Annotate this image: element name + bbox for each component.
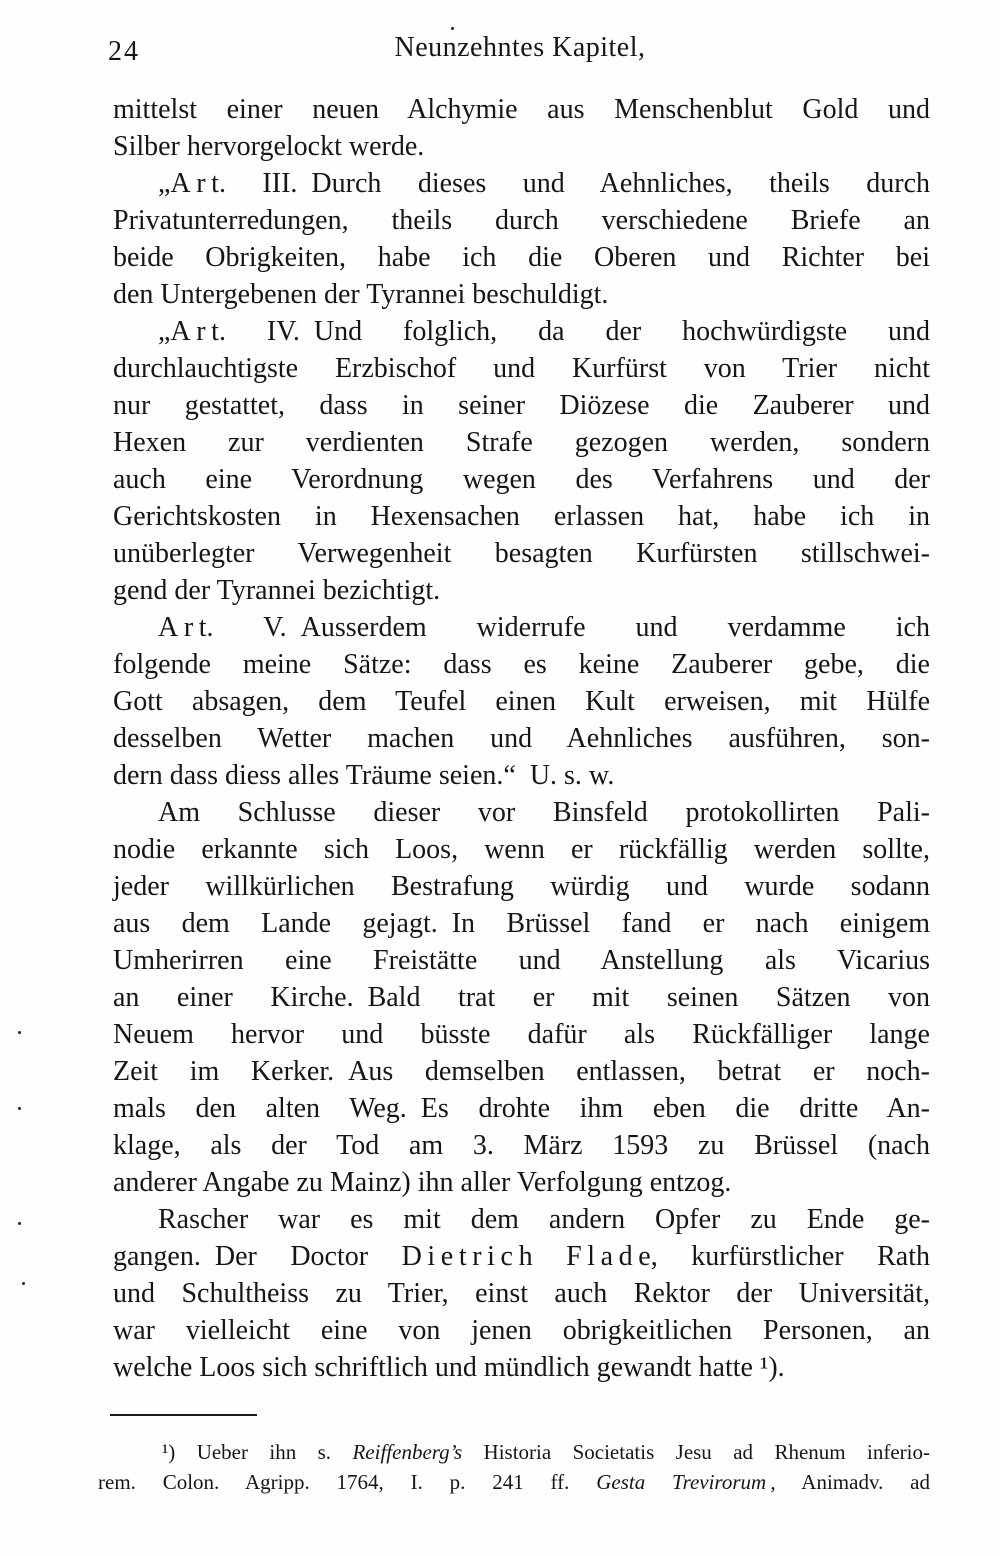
text-segment: welche Loos sich schriftlich und mündlich gewandt hatte ¹). bbox=[113, 1352, 785, 1383]
text-segment: gend der Tyrannei bezichtigt. bbox=[113, 575, 441, 606]
text-segment: Am Schlusse dieser vor Binsfeld protokollirten Pali- bbox=[158, 797, 930, 828]
text-line bbox=[113, 1164, 930, 1201]
text-line bbox=[113, 535, 930, 572]
text-line bbox=[113, 572, 930, 609]
text-segment: auch eine Verordnung wegen des Verfahrens und der bbox=[113, 464, 930, 495]
text-segment: war vielleicht eine von jenen obrigkeitlichen Personen, an bbox=[113, 1315, 930, 1346]
text-line bbox=[113, 1201, 930, 1238]
text-segment: ¹) Ueber ihn s. bbox=[162, 1440, 353, 1464]
text-segment: anderer Angabe zu Mainz) ihn aller Verfolgung entzog. bbox=[113, 1167, 732, 1198]
scan-speck bbox=[451, 27, 454, 30]
text-segment: an einer Kirche. Bald trat er mit seinen Sätzen von bbox=[113, 982, 930, 1013]
text-line bbox=[113, 757, 930, 794]
text-segment: „A r t. IV. Und folglich, da der hochwürdigste und bbox=[158, 316, 930, 347]
text-segment: Zeit im Kerker. Aus demselben entlassen, betrat er noch- bbox=[113, 1056, 930, 1087]
scan-speck bbox=[18, 1222, 21, 1225]
text-line bbox=[113, 165, 930, 202]
text-segment: dern dass diess alles Träume seien.“ U. s. w. bbox=[113, 760, 615, 791]
text-line bbox=[113, 461, 930, 498]
text-line bbox=[113, 498, 930, 535]
text-line bbox=[113, 128, 930, 165]
text-segment: Gott absagen, dem Teufel einen Kult erweisen, mit Hülfe bbox=[113, 686, 930, 717]
text-segment: beide Obrigkeiten, habe ich die Oberen und Richter bei bbox=[113, 242, 930, 273]
text-line bbox=[113, 794, 930, 831]
italic-text: Gesta Trevirorum bbox=[596, 1470, 767, 1494]
text-line bbox=[113, 831, 930, 868]
text-segment: Rascher war es mit dem andern Opfer zu Ende ge- bbox=[158, 1204, 930, 1235]
text-segment: Hexen zur verdienten Strafe gezogen werden, sondern bbox=[113, 427, 930, 458]
text-line bbox=[113, 646, 930, 683]
text-line bbox=[113, 979, 930, 1016]
text-line bbox=[113, 1090, 930, 1127]
text-segment: Privatunterredungen, theils durch verschiedene Briefe an bbox=[113, 205, 930, 236]
text-line bbox=[113, 609, 930, 646]
text-segment: rem. Colon. Agripp. 1764, I. p. 241 ff. bbox=[98, 1470, 597, 1494]
text-segment: , Animadv. ad bbox=[766, 1470, 930, 1494]
text-line bbox=[113, 91, 930, 128]
text-line bbox=[113, 1275, 930, 1312]
text-segment: mals den alten Weg. Es drohte ihm eben die dritte An- bbox=[113, 1093, 930, 1124]
footnote bbox=[98, 1437, 930, 1497]
text-segment: Historia Societatis Jesu ad Rhenum inferio- bbox=[462, 1440, 930, 1464]
text-line bbox=[113, 905, 930, 942]
text-line bbox=[98, 1467, 930, 1497]
text-line bbox=[113, 942, 930, 979]
text-segment: Silber hervorgelockt werde. bbox=[113, 131, 425, 162]
text-line bbox=[113, 720, 930, 757]
text-segment: Umherirren eine Freistätte und Anstellung als Vicarius bbox=[113, 945, 930, 976]
text-segment: gangen. Der Doctor D i e t r i c h F l a d e, kurfürstlicher Rath bbox=[113, 1241, 930, 1272]
body-text bbox=[113, 91, 930, 1386]
text-line bbox=[113, 239, 930, 276]
text-segment: nur gestattet, dass in seiner Diözese die Zauberer und bbox=[113, 390, 930, 421]
text-segment: und Schultheiss zu Trier, einst auch Rektor der Universität, bbox=[113, 1278, 930, 1309]
text-segment: desselben Wetter machen und Aehnliches ausführen, son- bbox=[113, 723, 930, 754]
text-segment: unüberlegter Verwegenheit besagten Kurfürsten stillschwei- bbox=[113, 538, 930, 569]
text-line bbox=[113, 1238, 930, 1275]
text-line bbox=[113, 1127, 930, 1164]
text-line bbox=[113, 424, 930, 461]
text-segment: „A r t. III. Durch dieses und Aehnliches, theils durch bbox=[158, 168, 930, 199]
text-line bbox=[113, 202, 930, 239]
text-line bbox=[113, 1312, 930, 1349]
text-line bbox=[113, 683, 930, 720]
footnote-rule bbox=[110, 1414, 257, 1416]
chapter-title: Neunzehntes Kapitel, bbox=[394, 32, 646, 63]
italic-text: Reiffenberg’s bbox=[352, 1440, 463, 1464]
text-line bbox=[113, 1349, 930, 1386]
scan-speck bbox=[18, 1031, 21, 1034]
scan-speck bbox=[18, 1107, 21, 1110]
text-line bbox=[113, 868, 930, 905]
text-segment: Neuem hervor und büsste dafür als Rückfälliger lange bbox=[113, 1019, 930, 1050]
text-segment: nodie erkannte sich Loos, wenn er rückfällig werden sollte, bbox=[113, 834, 930, 865]
text-line bbox=[113, 1053, 930, 1090]
scan-speck bbox=[22, 1282, 25, 1285]
text-segment: folgende meine Sätze: dass es keine Zauberer gebe, die bbox=[113, 649, 930, 680]
text-line bbox=[113, 1016, 930, 1053]
text-line bbox=[113, 350, 930, 387]
text-segment: aus dem Lande gejagt. In Brüssel fand er nach einigem bbox=[113, 908, 930, 939]
text-segment: Gerichtskosten in Hexensachen erlassen hat, habe ich in bbox=[113, 501, 930, 532]
page-number: 24 bbox=[108, 36, 140, 67]
text-segment: jeder willkürlichen Bestrafung würdig und wurde sodann bbox=[113, 871, 930, 902]
text-line bbox=[113, 276, 930, 313]
text-line bbox=[113, 387, 930, 424]
text-segment: A r t. V. Ausserdem widerrufe und verdamme ich bbox=[158, 612, 930, 643]
text-segment: klage, als der Tod am 3. März 1593 zu Brüssel (nach bbox=[113, 1130, 930, 1161]
text-line bbox=[98, 1437, 930, 1467]
text-segment: mittelst einer neuen Alchymie aus Menschenblut Gold und bbox=[113, 94, 930, 125]
text-segment: durchlauchtigste Erzbischof und Kurfürst von Trier nicht bbox=[113, 353, 930, 384]
text-line bbox=[113, 313, 930, 350]
text-segment: den Untergebenen der Tyrannei beschuldigt. bbox=[113, 279, 609, 310]
